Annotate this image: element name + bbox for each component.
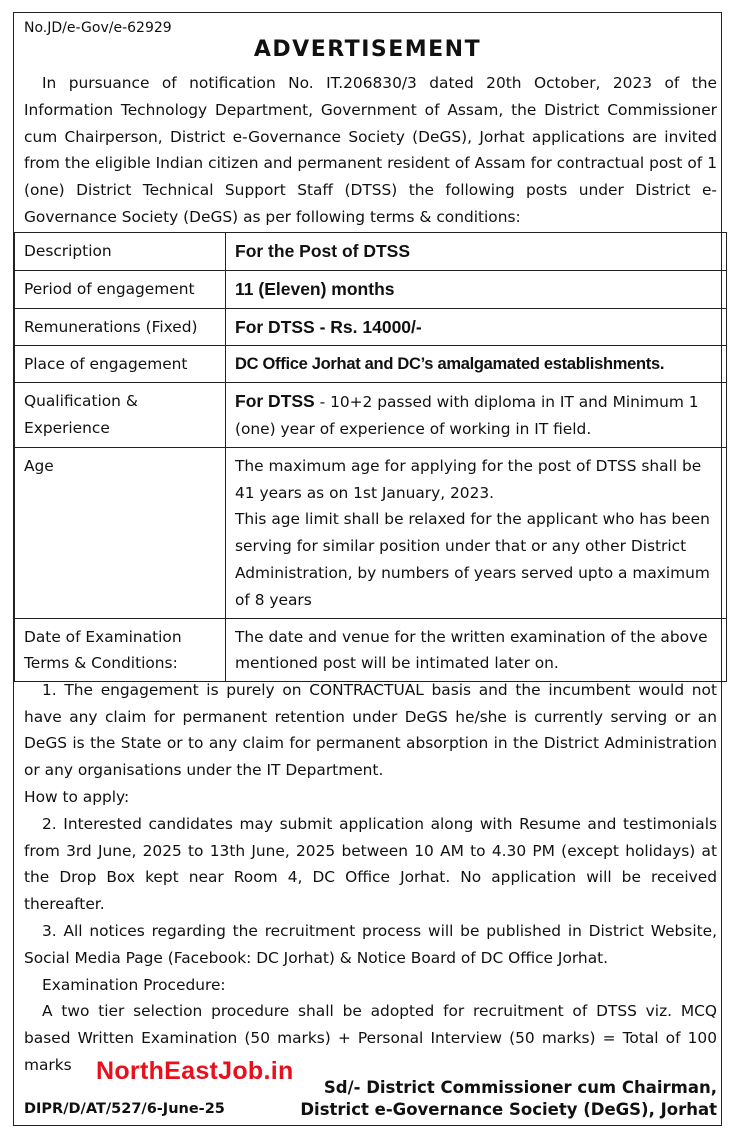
- exam-heading: Examination Procedure:: [42, 975, 226, 994]
- signature-line: District e-Governance Society (DeGS), Jorhat: [300, 1100, 717, 1119]
- row-label: Place of engagement: [15, 346, 226, 383]
- row-value: For DTSS - Rs. 14000/-: [226, 308, 727, 346]
- row-label: Period of engagement: [15, 270, 226, 308]
- intro-paragraph: [24, 70, 717, 231]
- row-value: The maximum age for applying for the post of DTSS shall be 41 years as on 1st January, 2023. This age limit shall be relaxed for the applicant who has been serving for similar position under that or any other District Administration, by numbers of years served upto a maximum of 8 years: [226, 447, 727, 618]
- signature-line: Sd/- District Commissioner cum Chairman,: [323, 1078, 717, 1097]
- row-label: Description: [15, 233, 226, 271]
- table-row: [15, 270, 727, 308]
- row-label: Qualification & Experience: [15, 383, 226, 448]
- exam-text: A two tier selection procedure shall be adopted for recruitment of DTSS viz. MCQ based Written Examination (50 marks) + Personal Interview (50 marks) = Total of 100 marks: [24, 1002, 717, 1074]
- table-row: [15, 383, 727, 448]
- signature-block: [300, 1077, 717, 1121]
- table-row: [15, 308, 727, 346]
- row-value: DC Office Jorhat and DC’s amalgamated establishments.: [226, 346, 727, 383]
- dipr-number: DIPR/D/AT/527/6-June-25: [24, 1101, 225, 1117]
- table-row: [15, 346, 727, 383]
- term-item: 2. Interested candidates may submit application along with Resume and testimonials from 3rd June, 2025 to 13th June, 2025 between 10 AM to 4.30 PM (except holidays) at the Drop Box kept near Room 4, DC Office Jorhat. No application will be received thereafter.: [24, 814, 717, 914]
- page-title: ADVERTISEMENT: [253, 37, 482, 62]
- term-item: 3. All notices regarding the recruitment process will be published in District Website, Social Media Page (Facebook: DC Jorhat) & Notice Board of DC Office Jorhat.: [24, 921, 717, 967]
- terms-heading: Terms & Conditions:: [24, 654, 178, 672]
- table-row: [15, 233, 727, 271]
- terms-section: [24, 650, 717, 1079]
- row-label: Date of Examination: [15, 618, 226, 682]
- how-to-apply-heading: How to apply:: [24, 787, 130, 806]
- row-value: 11 (Eleven) months: [226, 270, 727, 308]
- table-row: [15, 447, 727, 618]
- reference-number: No.JD/e-Gov/e-62929: [24, 20, 172, 36]
- term-item: 1. The engagement is purely on CONTRACTUAL basis and the incumbent would not have any claim for permanent retention under DeGS he/she is currently serving or an DeGS is the State or to any claim for permanent absorption in the District Administration or any organisations under the IT Department.: [24, 680, 717, 780]
- intro-text: In pursuance of notification No. IT.206830/3 dated 20th October, 2023 of the Information Technology Department, Government of Assam, the District Commissioner cum Chairperson, District e-Governance Society (DeGS), Jorhat applications are invited from the eligible Indian citizen and permanent resident of Assam for contractual post of 1 (one) District Technical Support Staff (DTSS) the following posts under District e-Governance Society (DeGS) as per following terms & conditions:: [24, 74, 717, 226]
- row-value: For DTSS - 10+2 passed with diploma in IT and Minimum 1 (one) year of experience of working in IT field.: [226, 383, 727, 448]
- row-label: Age: [15, 447, 226, 618]
- row-label: Remunerations (Fixed): [15, 308, 226, 346]
- row-value: The date and venue for the written examination of the above mentioned post will be intimated later on.: [226, 618, 727, 682]
- terms-table: [14, 232, 727, 682]
- row-value: For the Post of DTSS: [226, 233, 727, 271]
- watermark: NorthEastJob.in: [96, 1057, 294, 1085]
